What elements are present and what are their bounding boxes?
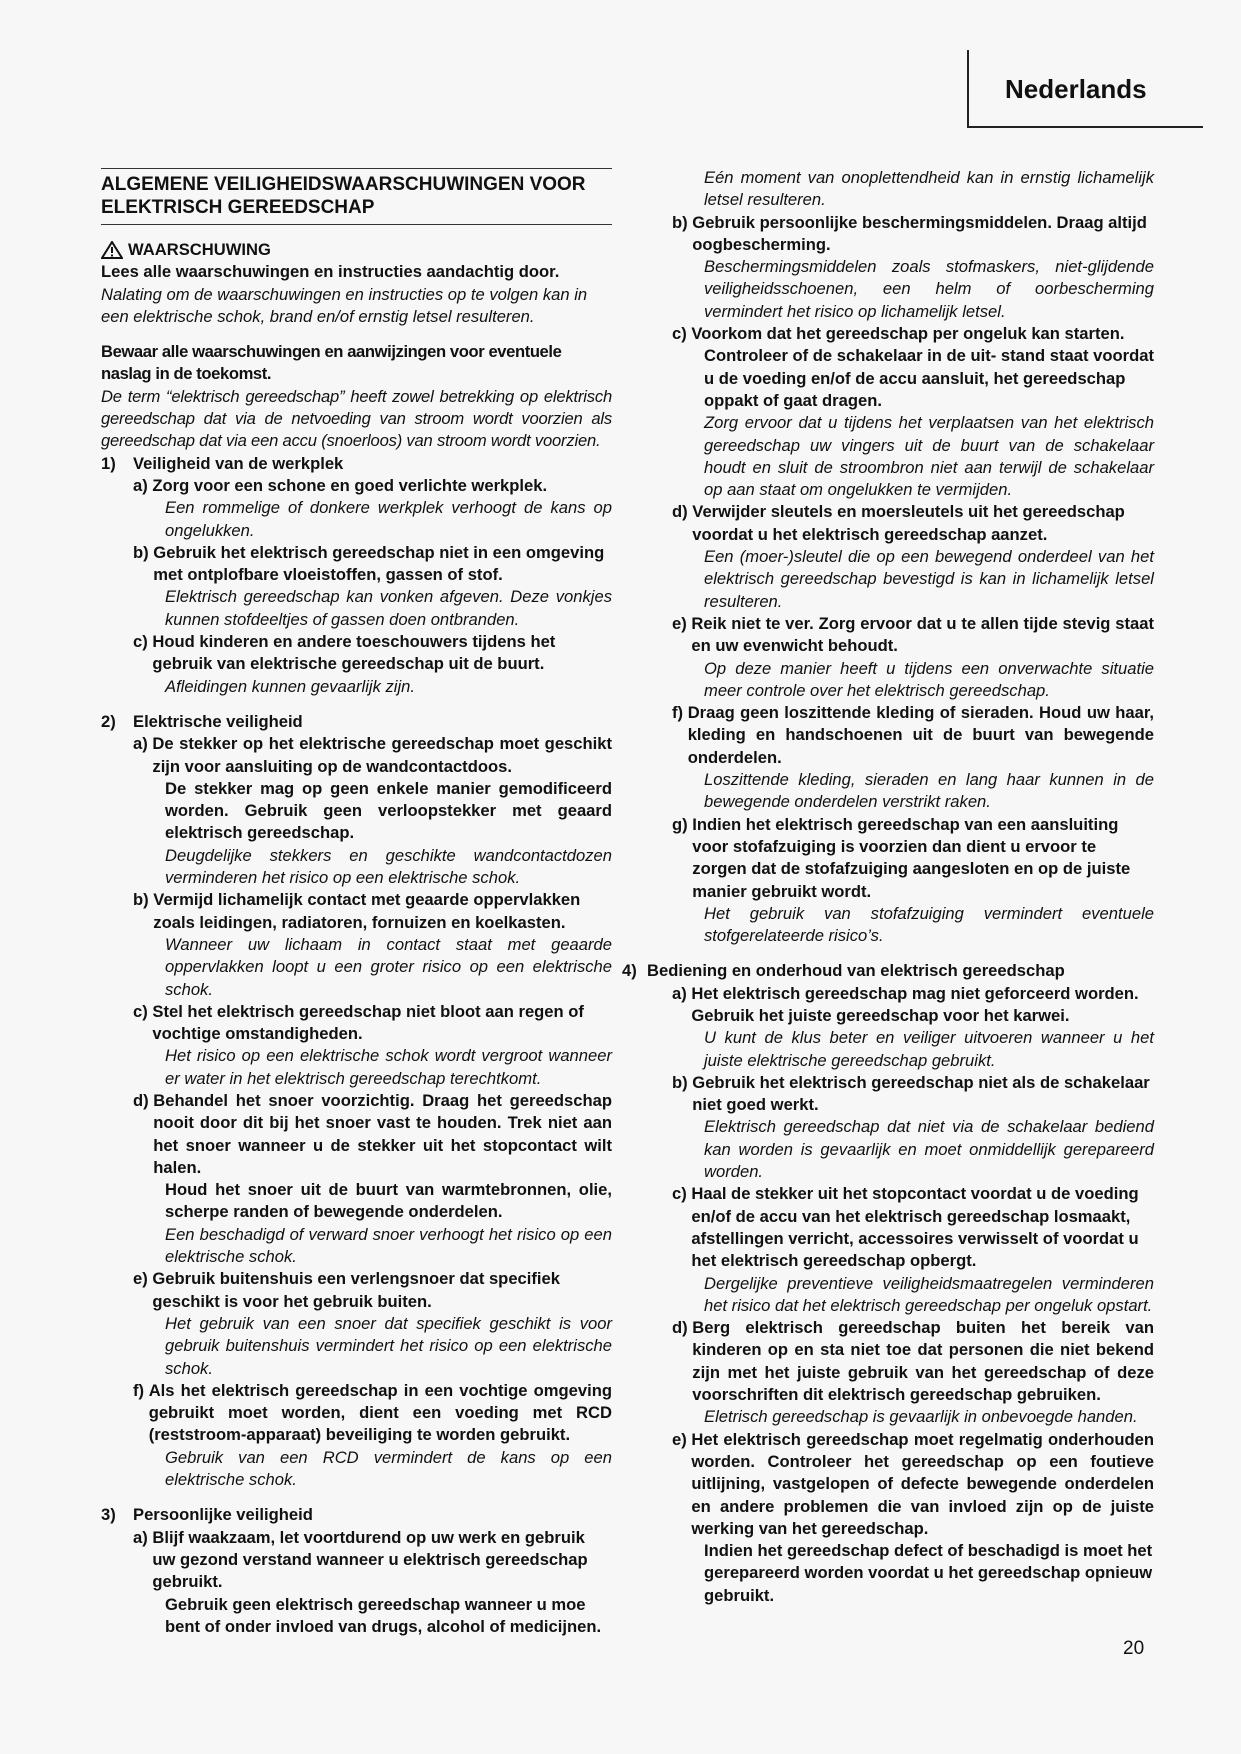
list-item-note: Zorg ervoor dat u tijdens het verplaatsen van het elektrisch gereedschap uw vingers uit de buurt van de schakelaar houdt en sluit de stroombron niet aan terwijl de schakelaar op aan staat om ongelukken te vermijden. <box>704 413 1154 500</box>
list-item: b) Gebruik het elektrisch gereedschap niet in een omgeving met ontplofbare vloeistoffen, gassen of stof. <box>133 542 605 585</box>
list-item: b) Gebruik het elektrisch gereedschap niet als de schakelaar niet goed werkt. <box>672 1072 1150 1115</box>
warning-note: Nalating om de waarschuwingen en instructies op te volgen kan in een elektrische schok, brand en/of ernstig letsel resulteren. <box>101 284 588 326</box>
list-item-note: Loszittende kleding, sieraden en lang haar kunnen in de bewegende onderdelen verstrikt raken. <box>704 770 1154 812</box>
list-item: c) Houd kinderen en andere toeschouwers tijdens het gebruik van elektrische gereedschap uit de buurt. <box>133 632 556 674</box>
page-number: 20 <box>1123 1638 1145 1659</box>
list-item-note: Wanneer uw lichaam in contact staat met geaarde oppervlakken loopt u een groter risico op een elektrische schok. <box>165 934 612 999</box>
list-item-extra: Houd het snoer uit de buurt van warmtebronnen, olie, scherpe randen of bewegende onderdelen. <box>165 1180 612 1222</box>
list-item-note: Op deze manier heeft u tijdens een onverwachte situatie meer controle over het elektrisch gereedschap. <box>704 658 1154 700</box>
language-tab-underline <box>967 126 1203 128</box>
list-item: d) Verwijder sleutels en moersleutels uit het gereedschap voordat u het elektrisch gereedschap aanzet. <box>672 502 1125 544</box>
document-title: ALGEMENE VEILIGHEIDSWAARSCHUWINGEN VOOR ELEKTRISCH GEREEDSCHAP <box>101 168 612 225</box>
section-2-heading: 2) Elektrische veiligheid <box>101 711 303 731</box>
section-1-items <box>101 475 612 698</box>
list-item-note: Dergelijke preventieve veiligheidsmaatregelen verminderen het risico dat het elektrisch gereedschap per ongeluk opstart. <box>704 1273 1154 1315</box>
list-item-note: Eén moment van onoplettendheid kan in ernstig lichamelijk letsel resulteren. <box>704 168 1154 210</box>
section-3-items-right <box>642 167 1154 947</box>
list-item-note: Een rommelige of donkere werkplek verhoogt de kans op ongelukken. <box>165 498 612 540</box>
list-item: a) Zorg voor een schone en goed verlichte werkplek. <box>133 475 548 495</box>
list-item-note: Elektrisch gereedschap dat niet via de schakelaar bediend kan worden is gevaarlijk en moet onmiddellijk gerepareerd worden. <box>704 1117 1154 1182</box>
list-item-extra: Controleer of de schakelaar in de uit- stand staat voordat u de voeding en/of de accu aansluit, het gereedschap oppakt of gaat dragen. <box>704 346 1154 410</box>
list-item-extra: Indien het gereedschap defect of beschadigd is moet het gerepareerd worden voordat u het gereedschap opnieuw gebruikt. <box>704 1541 1153 1605</box>
list-item: e) Het elektrisch gereedschap moet regelmatig onderhouden worden. Controleer het gereedschap op een foutieve uitlijning, vastgelopen of defecte bewegende onderdelen en andere problemen die van invloed zijn op de juiste werking van het gereedschap. <box>672 1429 1154 1538</box>
list-item: b) Vermijd lichamelijk contact met geaarde oppervlakken zoals leidingen, radiatoren, fornuizen en koelkasten. <box>133 890 581 932</box>
list-item-extra: De stekker mag op geen enkele manier gemodificeerd worden. Gebruik geen verloopstekker met geaard elektrisch gereedschap. <box>165 778 612 843</box>
warning-label: WAARSCHUWING <box>128 240 271 259</box>
list-item-extra: Gebruik geen elektrisch gereedschap wanneer u moe bent of onder invloed van drugs, alcohol of medicijnen. <box>165 1594 602 1636</box>
list-item-note: Het risico op een elektrische schok wordt vergroot wanneer er water in het elektrisch gereedschap terechtkomt. <box>165 1046 612 1088</box>
list-item: a) Blijf waakzaam, let voortdurend op uw werk en gebruik uw gezond verstand wanneer u elektrisch gereedschap gebruikt. <box>133 1527 588 1592</box>
list-item: c) Stel het elektrisch gereedschap niet bloot aan regen of vochtige omstandigheden. <box>133 1001 584 1044</box>
section-1-heading: 1) Veiligheid van de werkplek <box>101 453 344 473</box>
list-item: b) Gebruik persoonlijke beschermingsmiddelen. Draag altijd oogbescherming. <box>672 212 1147 254</box>
term-definition: De term “elektrisch gereedschap” heeft zowel betrekking op elektrisch gereedschap dat via de netvoeding van stroom wordt voorzien als gereedschap dat via een accu (snoerloos) van stroom wordt voorzien. <box>101 386 612 451</box>
keep-instructions: Bewaar alle waarschuwingen en aanwijzingen voor eventuele naslag in de toekomst. <box>101 342 562 384</box>
left-column <box>101 168 612 1638</box>
list-item-note: Beschermingsmiddelen zoals stofmaskers, niet-glijdende veiligheidsschoenen, een helm of oorbescherming vermindert het risico op lichamelijk letsel. <box>704 257 1154 321</box>
list-item: f) Draag geen loszittende kleding of sieraden. Houd uw haar, kleding en handschoenen uit de buurt van bewegende onderdelen. <box>672 703 1154 767</box>
section-3-heading: 3) Persoonlijke veiligheid <box>101 1505 313 1525</box>
list-item-note: Eletrisch gereedschap is gevaarlijk in onbevoegde handen. <box>704 1407 1138 1427</box>
list-item: e) Gebruik buitenshuis een verlengsnoer dat specifiek geschikt is voor het gebruik buiten. <box>133 1269 560 1311</box>
language-label: Nederlands <box>1005 74 1147 104</box>
section-4-items <box>642 983 1154 1607</box>
list-item-note: Het gebruik van stofafzuiging vermindert eventuele stofgerelateerde risico’s. <box>704 903 1154 946</box>
list-item: d) Behandel het snoer voorzichtig. Draag het gereedschap nooit door dit bij het snoer vast te houden. Trek niet aan het snoer wanneer u de stekker uit het stopcontact wilt halen. <box>133 1090 612 1177</box>
list-item: c) Voorkom dat het gereedschap per ongeluk kan starten. <box>672 324 1125 344</box>
list-item: e) Reik niet te ver. Zorg ervoor dat u te allen tijde stevig staat en uw evenwicht behoudt. <box>672 613 1154 656</box>
warning-heading <box>101 239 612 261</box>
list-item-note: Afleidingen kunnen gevaarlijk zijn. <box>165 676 415 696</box>
language-tab-rule <box>967 50 969 127</box>
section-4-heading: 4) Bediening en onderhoud van elektrisch gereedschap <box>622 961 1065 981</box>
list-item: c) Haal de stekker uit het stopcontact voordat u de voeding en/of de accu van het elektrisch gereedschap losmaakt, afstellingen verricht, accessoires verwisselt of voordat u het elektrisch gereedschap opbergt. <box>672 1184 1139 1271</box>
list-item: d) Berg elektrisch gereedschap buiten het bereik van kinderen op en sta niet toe dat personen die niet bekend zijn met het juiste gebruik van het gereedschap of deze voorschriften dit elektrisch gereedschap gebruiken. <box>672 1318 1154 1405</box>
right-column <box>622 167 1154 1607</box>
list-item: f) Als het elektrisch gereedschap in een vochtige omgeving gebruikt moet worden, dient een voeding met RCD (reststroom-apparaat) beveiliging te worden gebruikt. <box>133 1380 612 1445</box>
list-item: g) Indien het elektrisch gereedschap van een aansluiting voor stofafzuiging is voorzien dan dient u ervoor te zorgen dat de stofafzuiging aangesloten en op de juiste manier gebruikt wordt. <box>672 814 1131 901</box>
list-item-note: Gebruik van een RCD vermindert de kans op een elektrische schok. <box>165 1447 612 1490</box>
list-item-note: Elektrisch gereedschap kan vonken afgeven. Deze vonkjes kunnen stofdeeltjes of gassen doen ontbranden. <box>165 587 612 629</box>
list-item-note: U kunt de klus beter en veiliger uitvoeren wanneer u het juiste elektrische gereedschap gebruikt. <box>704 1028 1154 1070</box>
list-item-note: Deugdelijke stekkers en geschikte wandcontactdozen verminderen het risico op een elektrische schok. <box>165 845 612 888</box>
list-item-note: Een (moer-)sleutel die op een bewegend onderdeel van het elektrisch gereedschap bevestigd is kan in lichamelijk letsel resulteren. <box>704 547 1154 611</box>
list-item: a) De stekker op het elektrische gereedschap moet geschikt zijn voor aansluiting op de wandcontactdoos. <box>133 734 612 776</box>
section-3-items-left <box>101 1527 612 1638</box>
list-item-note: Een beschadigd of verward snoer verhoogt het risico op een elektrische schok. <box>165 1224 612 1267</box>
list-item-note: Het gebruik van een snoer dat specifiek geschikt is voor gebruik buitenshuis vermindert het risico op een elektrische schok. <box>165 1313 612 1378</box>
warning-triangle-icon <box>101 241 123 259</box>
section-2-items <box>101 733 612 1491</box>
list-item: a) Het elektrisch gereedschap mag niet geforceerd worden. Gebruik het juiste gereedschap voor het karwei. <box>672 983 1139 1025</box>
warning-lead: Lees alle waarschuwingen en instructies aandachtig door. <box>101 262 560 282</box>
